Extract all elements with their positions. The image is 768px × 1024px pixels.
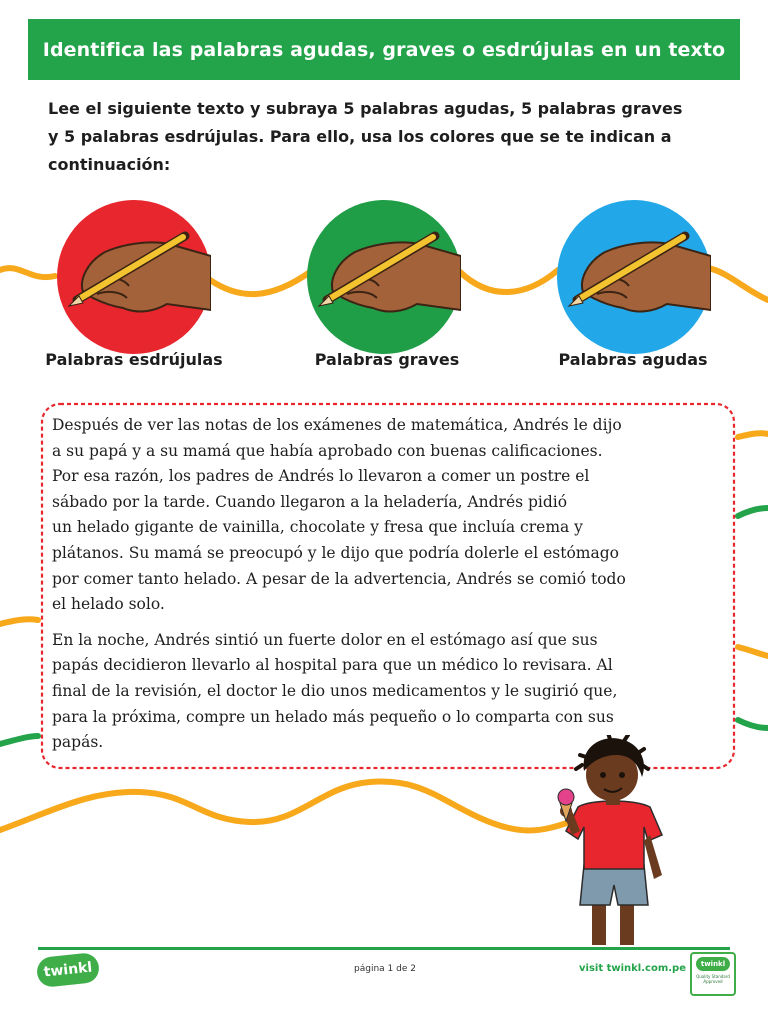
hand-writing-pencil-icon bbox=[57, 200, 211, 354]
twinkl-logo: twinkl bbox=[36, 952, 101, 988]
story-line: papás decidieron llevarlo al hospital para que un médico lo revisara. Al bbox=[52, 656, 613, 675]
story-line: Después de ver las notas de los exámenes de matemática, Andrés le dijo bbox=[52, 416, 622, 434]
instructions-text bbox=[48, 95, 718, 179]
story-line: por comer tanto helado. A pesar de la advertencia, Andrés se comió todo bbox=[52, 569, 626, 588]
legend-circle-green bbox=[307, 200, 461, 354]
badge-caption: Quality Standard Approved bbox=[696, 974, 730, 984]
hand-writing-pencil-icon bbox=[557, 200, 711, 354]
instructions-line: continuación: bbox=[48, 155, 171, 174]
legend-circle-red bbox=[57, 200, 211, 354]
legend-label-graves: Palabras graves bbox=[314, 350, 460, 369]
story-line: a su papá y a su mamá que había aprobado con buenas calificaciones. bbox=[52, 441, 603, 460]
legend-circle-blue bbox=[557, 200, 711, 354]
story-line: En la noche, Andrés sintió un fuerte dolor en el estómago así que sus bbox=[52, 630, 598, 649]
story-line: un helado gigante de vainilla, chocolate y fresa que incluía crema y bbox=[52, 518, 583, 537]
instructions-line: y 5 palabras esdrújulas. Para ello, usa los colores que se te indican a bbox=[48, 127, 672, 146]
story-line: papás. bbox=[52, 733, 104, 752]
story-line: sábado por la tarde. Cuando llegaron a la heladería, Andrés pidió bbox=[52, 492, 568, 511]
badge-brand: twinkl bbox=[696, 957, 730, 971]
visit-link[interactable]: visit twinkl.com.pe bbox=[579, 963, 686, 974]
story-line: final de la revisión, el doctor le dio unos medicamentos y le sugirió que, bbox=[52, 681, 618, 700]
story-text bbox=[52, 413, 712, 766]
page-title: Identifica las palabras agudas, graves o esdrújulas en un texto bbox=[42, 38, 726, 61]
quality-badge-icon bbox=[690, 952, 736, 996]
instructions-line: Lee el siguiente texto y subraya 5 palabras agudas, 5 palabras graves bbox=[48, 99, 683, 118]
story-line: plátanos. Su mamá se preocupó y le dijo que podría dolerle el estómago bbox=[52, 543, 619, 562]
legend-label-agudas: Palabras agudas bbox=[558, 350, 708, 369]
footer-divider bbox=[38, 947, 730, 950]
page-number: página 1 de 2 bbox=[354, 964, 416, 974]
header-banner bbox=[28, 19, 740, 80]
story-paragraph-1 bbox=[52, 413, 712, 618]
story-line: para la próxima, compre un helado más pequeño o lo comparta con sus bbox=[52, 707, 614, 726]
story-line: el helado solo. bbox=[52, 595, 165, 614]
story-line: Por esa razón, los padres de Andrés lo llevaron a comer un postre el bbox=[52, 467, 590, 486]
legend-label-esdrujulas: Palabras esdrújulas bbox=[45, 350, 223, 369]
hand-writing-pencil-icon bbox=[307, 200, 461, 354]
boy-with-ice-cream-illustration bbox=[550, 735, 680, 950]
